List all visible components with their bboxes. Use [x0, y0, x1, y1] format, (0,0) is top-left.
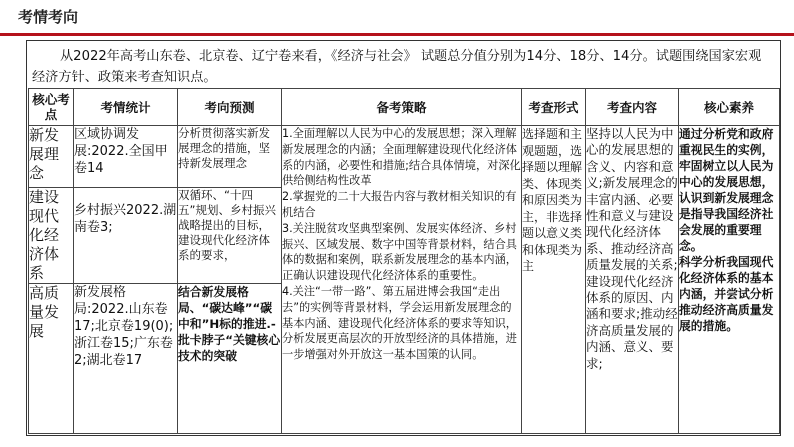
header-divider	[0, 33, 794, 36]
header-bar	[0, 0, 794, 40]
header-prediction: 考向预测	[178, 89, 282, 126]
core-literacy-item: 科学分析我国现代化经济体系的基本内涵，并尝试分析推动经济高质量发展的措施。	[679, 255, 774, 333]
table-row	[29, 126, 780, 188]
stat-cell: 区域协调发展:2022.全国甲卷14	[74, 126, 178, 188]
exam-content-cell: 坚持以人民为中心的发展思想的含义、内容和意义;新发展理念的丰富内涵、必要性和意义与建设现代化经济体系、推动经济高质量发展的关系;建设现代化经济体系的原因、内涵和要求;推动经济高质量发展的内涵、意义、要求;	[586, 126, 679, 434]
strategy-item: 3.关注脱贫攻坚典型案例、发展实体经济、乡村振兴、区域发展、数字中国等背景材料，结合具体的数据和案例，联系新发展理念的基本内涵，正确认识建设现代化经济体系的重要性。	[282, 221, 517, 283]
header-strategy: 备考策略	[282, 89, 522, 126]
header-core-topic: 核心考点	[29, 89, 74, 126]
page-title: 考情考向	[18, 8, 79, 26]
topic-cell: 建设现代化经济体系	[29, 188, 74, 284]
header-exam-content: 考查内容	[586, 89, 679, 126]
core-literacy-item: 通过分析党和政府重视民生的实例，牢固树立以人民为中心的发展思想，认识到新发展理念是指导我国经济社会发展的重要理念。	[679, 127, 774, 253]
stat-cell: 新发展格局:2022.山东卷17;北京卷19(0);浙江卷15;广东卷2;湖北卷17	[74, 284, 178, 434]
topic-cell: 新发展理念	[29, 126, 74, 188]
prediction-cell: 双循环、“十四五”规划、乡村振兴战略提出的目标，建设现代化经济体系的要求，	[178, 188, 282, 284]
prediction-cell: 结合新发展格局、“碳达峰”“碳中和”H标的推进.-批卡脖子“关键核心技术的突破	[178, 284, 282, 434]
exam-analysis-table	[28, 88, 780, 434]
header-exam-form: 考查形式	[522, 89, 586, 126]
strategy-cell	[282, 126, 522, 434]
header-exam-stats: 考情统计	[74, 89, 178, 126]
intro-paragraph: 从2022年高考山东卷、北京卷、辽宁卷来看，《经济与社会》 试题总分值分别为14分、18分、14分。试题围绕国家宏观经济方针、政策来考查知识点。	[32, 49, 762, 85]
prediction-cell: 分析贯彻落实新发展理念的措施，坚持新发展理念	[178, 126, 282, 188]
strategy-item: 2.掌握党的二十大报告内容与教材相关知识的有机结合	[282, 190, 517, 219]
core-literacy-cell	[679, 126, 780, 434]
header-core-literacy: 核心素养	[679, 89, 780, 126]
table-header-row	[29, 89, 780, 126]
exam-form-cell: 选择题和主观题题，选择题以理解类、体现类和原因类为主，非选择题以意义类和体现类为主	[522, 126, 586, 434]
stat-cell: 乡村振兴2022.湖南卷3;	[74, 188, 178, 284]
strategy-item: 1.全面理解以人民为中心的发展思想；深入理解新发展理念的内涵；全面理解建设现代化经济体系的内涵，必要性和措施;结合具体情境，对深化供给侧结构性改革	[282, 127, 521, 188]
strategy-item: 4.关注“一带一路”、第五届进博会我国“走出去”的实例等背景材料，学会运用新发展理念的基本内涵、建设现代化经济体系的要求等知识，分析发展更高层次的开放型经济的具体措施，进一步增强对外开放这一基本国策的认同。	[282, 284, 517, 362]
topic-cell: 高质量发展	[29, 284, 74, 434]
